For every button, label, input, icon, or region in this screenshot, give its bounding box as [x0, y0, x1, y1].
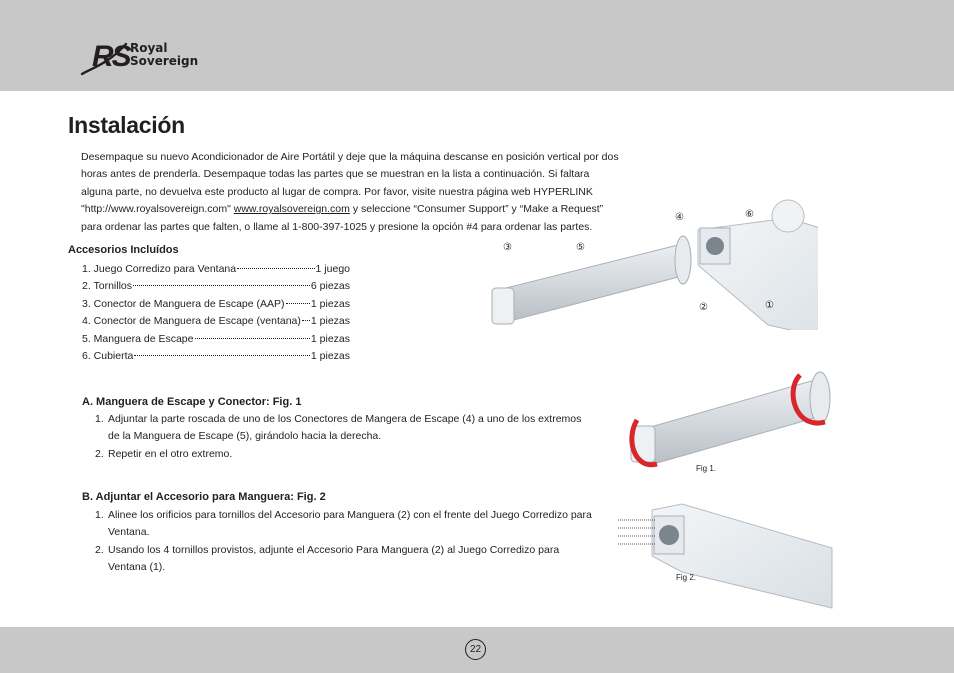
hose-icon	[640, 380, 825, 465]
step-item	[95, 446, 595, 463]
callout-5: ⑤	[576, 242, 585, 253]
list-item	[82, 331, 350, 348]
fig1-label: Fig 1.	[696, 464, 717, 473]
step-number: 2.	[95, 543, 104, 556]
leader-dots	[134, 355, 310, 356]
accessories-list	[82, 261, 350, 365]
step-text: Repetir en el otro extremo.	[108, 447, 233, 460]
step-number: 1.	[95, 509, 104, 521]
list-item	[82, 296, 350, 313]
step-item	[95, 542, 595, 577]
leader-dots	[195, 338, 310, 339]
step-number: 1.	[95, 413, 104, 425]
step-number: 2.	[95, 447, 104, 460]
section-b-heading: B. Adjuntar el Accesorio para Manguera: Fig. 2	[82, 491, 326, 503]
intro-line: Desempaque su nuevo Acondicionador de Aire Portátil y deje que la máquina descanse en posición vertical por dos	[81, 151, 619, 163]
accessories-heading: Accesorios Incluídos	[68, 244, 179, 256]
leader-dots	[133, 285, 310, 286]
callout-3: ③	[503, 242, 512, 253]
list-item	[82, 348, 350, 365]
section-a-steps	[95, 411, 595, 463]
item-qty: 1 piezas	[310, 297, 350, 310]
intro-line: para ordenar las partes que falten, o llame al 1-800-397-1025 y presione la opción #4 para ordenar las partes.	[81, 220, 593, 233]
unit-connector-icon	[492, 288, 514, 324]
item-qty: 1 juego	[315, 263, 350, 275]
connector-icon	[810, 372, 830, 424]
exhaust-hose-icon	[498, 245, 686, 322]
intro-line: alguna parte, no devuelva este producto al lugar de compra. Por favor, visite nuestra página web HYPERLINK	[81, 185, 593, 198]
callout-2: ②	[699, 302, 708, 313]
item-name: 3. Conector de Manguera de Escape (AAP)	[82, 297, 285, 310]
list-item	[82, 261, 350, 278]
fig2-illustration	[612, 500, 842, 610]
intro-line: horas antes de prenderla. Desempaque todas las partes que se muestran en la lista a continuación. Si faltara	[81, 168, 590, 181]
callout-4: ④	[675, 212, 684, 223]
item-qty: 1 piezas	[310, 315, 350, 328]
step-text: Adjuntar la parte roscada de uno de los Conectores de Mangera de Escape (4) a uno de los extremos de la Manguera de Escape (5), girándolo hacia la derecha.	[108, 413, 582, 443]
item-name: 1. Juego Corredizo para Ventana	[82, 263, 237, 275]
item-qty: 1 piezas	[310, 350, 350, 363]
leader-dots	[286, 303, 310, 304]
royal-sovereign-logo	[78, 38, 218, 78]
website-link[interactable]: www.royalsovereign.com	[233, 203, 350, 216]
step-item	[95, 411, 595, 446]
step-text: Usando los 4 tornillos provistos, adjunte el Accesorio Para Manguera (2) al Juego Corredizo para Ventana (1).	[108, 543, 560, 574]
logo-initials: RS	[92, 40, 130, 73]
item-name: 5. Manguera de Escape	[82, 332, 194, 345]
callout-6: ⑥	[745, 209, 754, 220]
list-item	[82, 278, 350, 295]
logo-word-sovereign: Sovereign	[130, 54, 199, 68]
item-name: 4. Conector de Manguera de Escape (ventana)	[82, 315, 301, 328]
callout-1: ①	[765, 300, 774, 311]
section-a-heading: A. Manguera de Escape y Conector: Fig. 1	[82, 396, 302, 408]
step-text: Alinee los orificios para tornillos del Accesorio para Manguera (2) con el frente del Juego Corredizo para Ventana.	[108, 509, 592, 539]
page-number: 22	[465, 639, 486, 660]
item-qty: 6 piezas	[310, 280, 350, 293]
item-qty: 1 piezas	[310, 332, 350, 345]
fig2-label: Fig 2.	[676, 573, 697, 582]
cover-cap-icon	[772, 200, 804, 232]
step-item	[95, 507, 595, 542]
window-connector-icon	[675, 236, 691, 284]
section-b-steps	[95, 507, 595, 577]
fig1-illustration	[625, 360, 840, 475]
item-name: 6. Cubierta	[82, 350, 134, 363]
leader-dots	[237, 268, 314, 269]
intro-text: y seleccione “Consumer Support” y “Make a Request”	[349, 203, 604, 216]
page-title: Instalación	[68, 112, 185, 138]
adapter-hole-icon	[706, 237, 724, 255]
leader-dots	[302, 320, 310, 321]
adapter-hole-icon	[659, 525, 679, 545]
logo-word-royal: Royal	[130, 41, 168, 55]
intro-hyperlink-field: "http://www.royalsovereign.com"	[81, 203, 234, 216]
item-name: 2. Tornillos	[82, 280, 132, 293]
list-item	[82, 313, 350, 330]
